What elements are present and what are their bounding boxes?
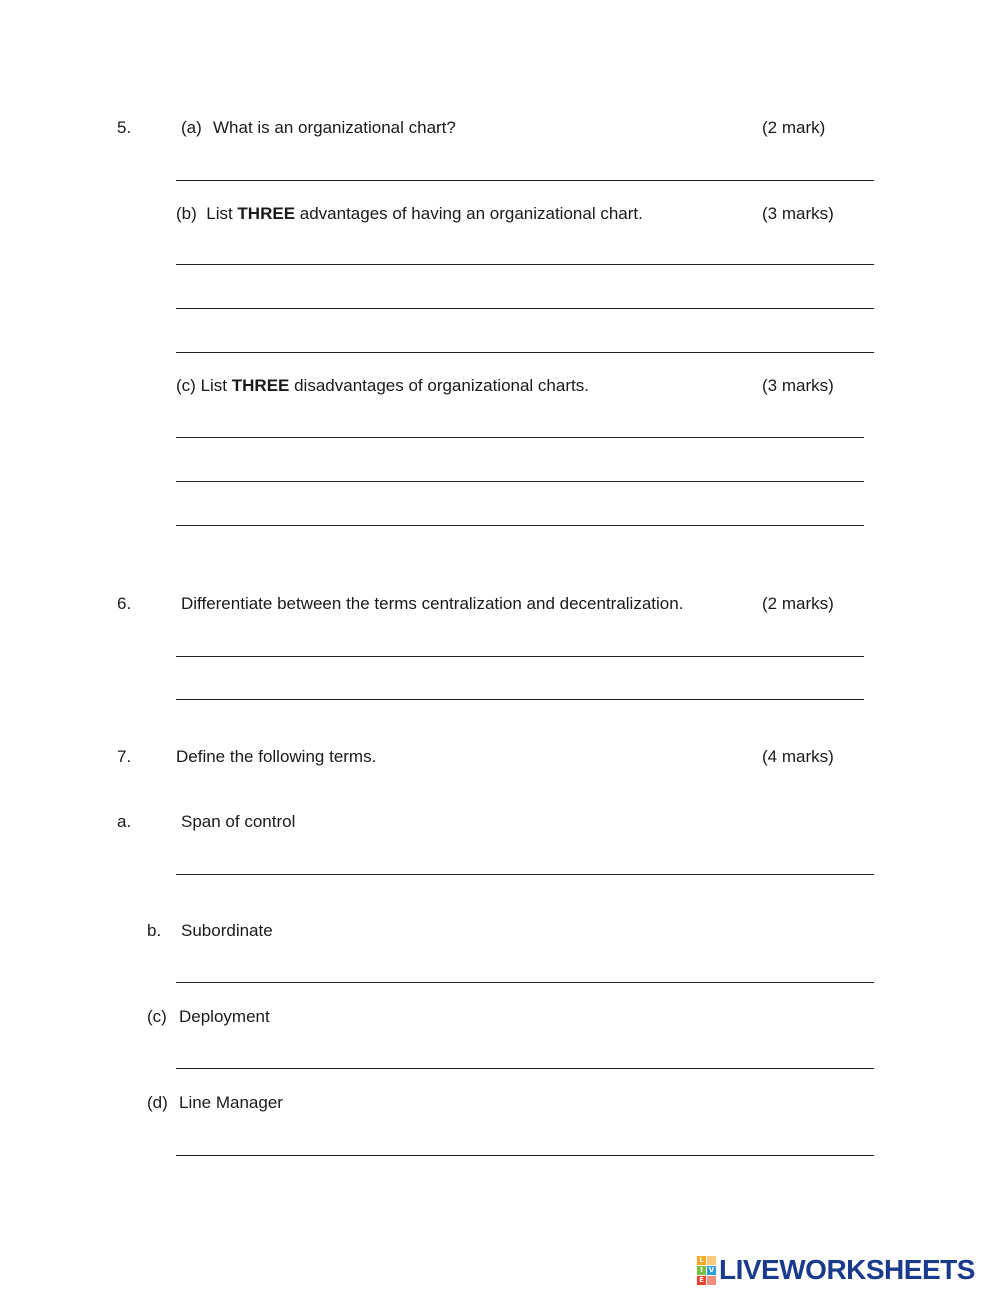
q5c-answer-field-2[interactable]	[176, 455, 868, 483]
logo-cube: V	[708, 1265, 715, 1274]
q7d-term: Line Manager	[179, 1093, 283, 1112]
q5b-marks: (3 marks)	[762, 204, 834, 223]
q5a-label: (a)	[181, 118, 202, 137]
q7d-answer-field[interactable]	[176, 1129, 878, 1157]
q6-answer-field-2[interactable]	[176, 673, 868, 701]
q5-number: 5.	[117, 118, 132, 137]
q5c-label: (c)	[176, 376, 196, 395]
q5b-answer-field-3[interactable]	[176, 326, 878, 354]
answer-line	[176, 699, 864, 700]
answer-line	[176, 1068, 874, 1069]
q5c-text-pre: List	[200, 376, 232, 395]
q5a-answer-field[interactable]	[176, 154, 878, 182]
q7-marks: (4 marks)	[762, 747, 834, 766]
answer-line	[176, 1155, 874, 1156]
q7c-term: Deployment	[179, 1007, 270, 1026]
q7b-term: Subordinate	[181, 921, 273, 940]
q7b-label: b.	[147, 921, 162, 940]
q7d-label: (d)	[147, 1093, 168, 1112]
q7-question: Define the following terms.	[176, 747, 377, 766]
logo-cube	[707, 1276, 716, 1285]
answer-line	[176, 180, 874, 181]
liveworksheets-logo	[697, 1255, 975, 1285]
q5b-question	[176, 204, 643, 224]
logo-text: LIVEWORKSHEETS	[719, 1254, 975, 1285]
answer-line	[176, 874, 874, 875]
answer-line	[176, 352, 874, 353]
q5b-label: (b)	[176, 204, 197, 223]
q5b-text-pre: List	[206, 204, 238, 223]
logo-cube: L	[697, 1256, 706, 1265]
q5c-text-bold: THREE	[231, 376, 290, 395]
q5b-text-bold: THREE	[237, 204, 296, 223]
q5b-answer-field-2[interactable]	[176, 282, 878, 310]
q5b-text-post: advantages of having an organizational chart.	[295, 204, 643, 223]
logo-cube: E	[697, 1276, 706, 1285]
answer-line	[176, 525, 864, 526]
q6-question: Differentiate between the terms centralization and decentralization.	[181, 594, 684, 613]
answer-line	[176, 656, 864, 657]
q5c-marks: (3 marks)	[762, 376, 834, 395]
answer-line	[176, 308, 874, 309]
q7a-answer-field[interactable]	[176, 848, 878, 876]
q7c-label: (c)	[147, 1007, 167, 1026]
q5a-marks: (2 mark)	[762, 118, 826, 137]
q7a-label: a.	[117, 812, 132, 831]
logo-cube	[707, 1256, 716, 1265]
q6-number: 6.	[117, 594, 132, 613]
answer-line	[176, 437, 864, 438]
logo-cube: I	[697, 1266, 706, 1275]
answer-line	[176, 982, 874, 983]
q7b-answer-field[interactable]	[176, 956, 878, 984]
logo-cubes-icon	[697, 1256, 716, 1285]
q6-answer-field-1[interactable]	[176, 630, 868, 658]
q5c-answer-field-1[interactable]	[176, 411, 868, 439]
q6-marks: (2 marks)	[762, 594, 834, 613]
q7c-answer-field[interactable]	[176, 1042, 878, 1070]
answer-line	[176, 481, 864, 482]
q7-number: 7.	[117, 747, 132, 766]
q5a-question: What is an organizational chart?	[213, 118, 456, 137]
q7a-term: Span of control	[181, 812, 296, 831]
q5c-question	[176, 376, 589, 396]
q5c-answer-field-3[interactable]	[176, 499, 868, 527]
q5b-answer-field-1[interactable]	[176, 238, 878, 266]
q5c-text-post: disadvantages of organizational charts.	[289, 376, 589, 395]
answer-line	[176, 264, 874, 265]
